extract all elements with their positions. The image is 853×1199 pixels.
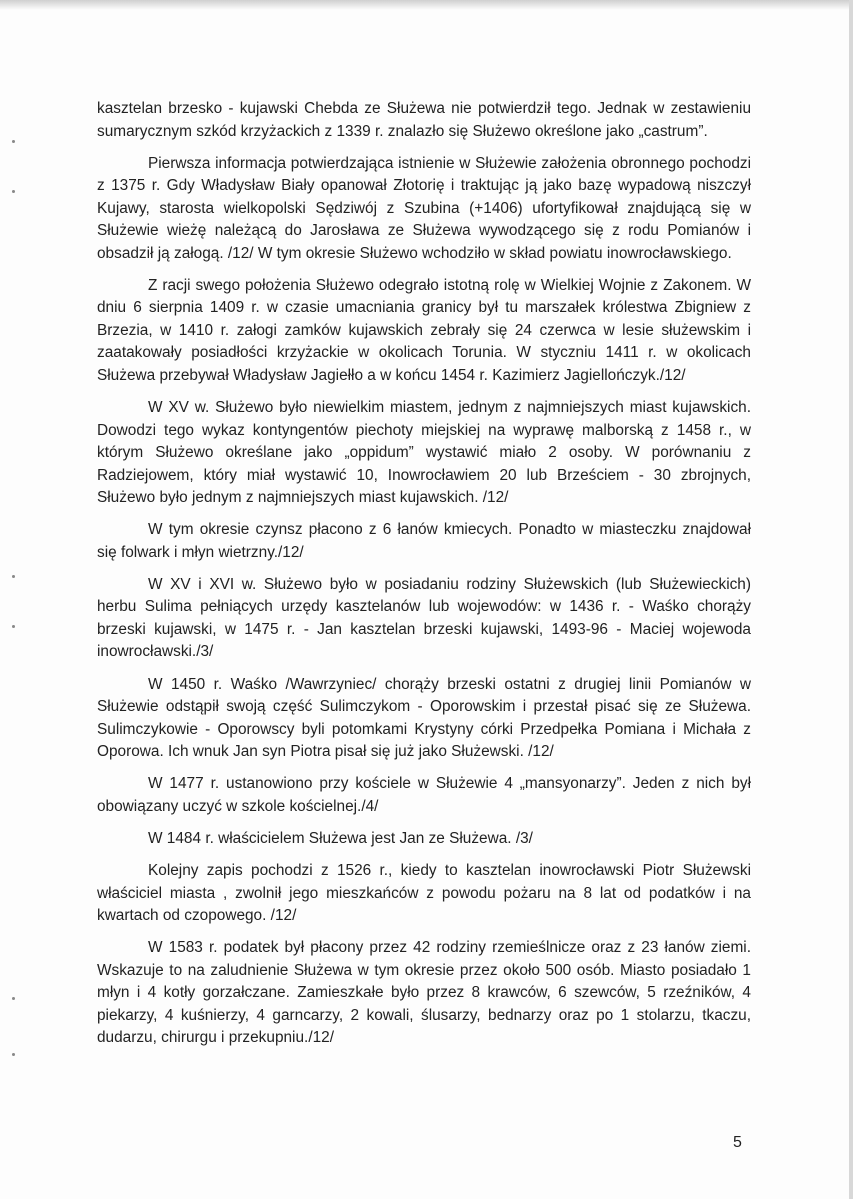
paragraph: Z racji swego położenia Służewo odegrało istotną rolę w Wielkiej Wojnie z Zakonem. W dniu 6 sierpnia 1409 r. w czasie umacniania granicy był tu marszałek królestwa Zbigniew z Brzezia, w 1410 r. załogi zamków kujawskich zebrały się 24 czerwca w lesie służewskim i zaatakowały posiadłości krzyżackie w okolicach Torunia. W styczniu 1411 r. w okolicach Służewa przebywał Władysław Jagiełło a w końcu 1454 r. Kazimierz Jagiellończyk./12/ xyxy=(97,276,751,384)
paragraph: W 1484 r. właścicielem Służewa jest Jan ze Służewa. /3/ xyxy=(148,830,533,847)
scan-edge-right xyxy=(849,0,853,1199)
scan-speck xyxy=(12,140,15,143)
paragraph: W XV w. Służewo było niewielkim miastem, jednym z najmniejszych miast kujawskich. Dowodzi tego wykaz kontyngentów piechoty miejskiej na wyprawę malborską z 1458 r., w którym Służewo określane jako „oppidum” wystawić miało 2 osoby. W porównaniu z Radziejowem, który miał wystawić 10, Inowrocławiem 20 lub Brześciem - 30 zbrojnych, Służewo było jednym z najmniejszych miast kujawskich. /12/ xyxy=(97,399,751,507)
page-number: 5 xyxy=(733,1134,742,1151)
paragraph: W XV i XVI w. Służewo było w posiadaniu rodziny Służewskich (lub Służewieckich) herbu Sulima pełniących urzędy kasztelanów lub wojewodów: w 1436 r. - Waśko chorąży brzeski kujawski, w 1475 r. - Jan kasztelan brzeski kujawski, 1493-96 - Maciej wojewoda inowrocławski./3/ xyxy=(97,575,751,661)
scan-speck xyxy=(12,625,15,628)
body-text xyxy=(97,98,751,1060)
scan-speck xyxy=(12,997,15,1000)
paragraph: Pierwsza informacja potwierdzająca istnienie w Służewie założenia obronnego pochodzi z 1375 r. Gdy Władysław Biały opanował Złotorię i traktując ją jako bazę wypadową niszczył Kujawy, starosta wielkopolski Sędziwój z Szubina (+1406) ufortyfikował znajdującą się w Służewie wieżę należącą do Jarosława ze Służewa wywodzącego się z rodu Pomianów i obsadził ją załogą. /12/ W tym okresie Służewo wchodziło w skład powiatu inowrocławskiego. xyxy=(97,154,751,262)
paragraph: W 1477 r. ustanowiono przy kościele w Służewie 4 „mansyonarzy”. Jeden z nich był obowiązany uczyć w szkole kościelnej./4/ xyxy=(97,775,751,815)
scan-speck xyxy=(12,190,15,193)
scan-edge-top xyxy=(0,0,853,10)
scan-speck xyxy=(12,1053,15,1056)
scan-speck xyxy=(12,575,15,578)
paragraph: W tym okresie czynsz płacono z 6 łanów kmiecych. Ponadto w miasteczku znajdował się folwark i młyn wietrzny./12/ xyxy=(97,521,751,561)
paragraph: W 1450 r. Waśko /Wawrzyniec/ chorąży brzeski ostatni z drugiej linii Pomianów w Służewie odstąpił swoją część Sulimczykom - Oporowskim i przestał pisać się ze Służewa. Sulimczykowie - Oporowscy byli potomkami Krystyny córki Przedpełka Pomiana i Michała z Oporowa. Ich wnuk Jan syn Piotra pisał się już jako Służewski. /12/ xyxy=(97,675,751,761)
paragraph: W 1583 r. podatek był płacony przez 42 rodziny rzemieślnicze oraz z 23 łanów ziemi. Wskazuje to na zaludnienie Służewa w tym okresie przez około 500 osób. Miasto posiadało 1 młyn i 4 kotły gorzałczane. Zamieszkałe było przez 8 krawców, 6 szewców, 5 rzeźników, 4 piekarzy, 4 kuśnierzy, 4 garncarzy, 2 kowali, ślusarzy, bednarzy oraz po 1 stolarzu, tkaczu, dudarzu, chirurgu i przekupniu./12/ xyxy=(97,939,751,1047)
paragraph: kasztelan brzesko - kujawski Chebda ze Służewa nie potwierdził tego. Jednak w zestawieniu sumarycznym szkód krzyżackich z 1339 r. znalazło się Służewo określone jako „castrum”. xyxy=(97,100,751,140)
paragraph: Kolejny zapis pochodzi z 1526 r., kiedy to kasztelan inowrocławski Piotr Służewski właściciel miasta , zwolnił jego mieszkańców z powodu pożaru na 8 lat od podatków i na kwartach od czopowego. /12/ xyxy=(97,862,751,925)
